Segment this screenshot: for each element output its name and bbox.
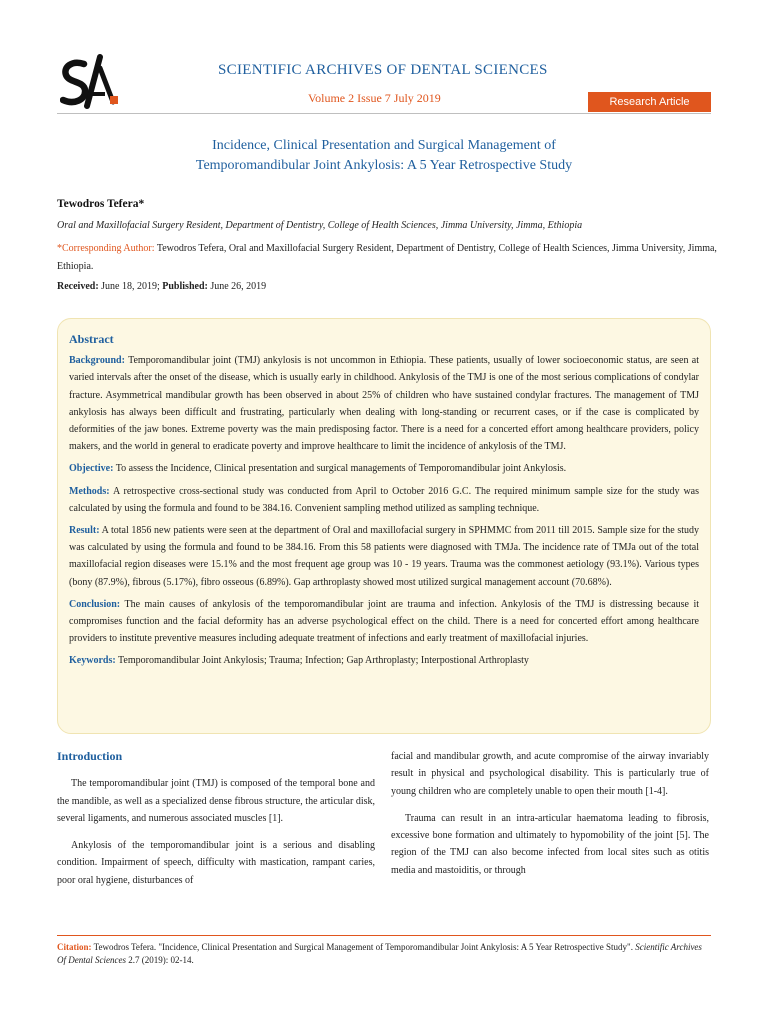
objective-text: To assess the Incidence, Clinical presentation and surgical managements of Temporomandibular joint Ankylosis. [113,463,567,475]
intro-paragraph-4: Trauma can result in an intra-articular haematoma leading to fibrosis, excessive bone formation and ultimately to hypomobility of the joint [5]. The region of the TMJ can also become infected from local sites such as otitis media and mastoiditis, or through [391,812,709,876]
published-label: Published: [162,281,208,292]
sad-logo-icon [60,54,120,110]
intro-paragraph-1: The temporomandibular joint (TMJ) is composed of the temporal bone and the mandible, as well as a specialized dense fibrous structure, the articular disk, several ligaments, and numerous associated muscles [1]. [57,778,375,824]
abstract-conclusion [69,596,699,648]
article-title [57,136,711,176]
intro-paragraph-2: Ankylosis of the temporomandibular joint is a serious and disabling condition. Impairment of speech, difficulty with mastication, rampant caries, poor oral hygiene, disturbances of [57,840,375,886]
abstract-heading: Abstract [69,332,114,346]
citation-text: Tewodros Tefera. "Incidence, Clinical Presentation and Surgical Management of Temporomandibular Joint Ankylosis: A 5 Year Retrospective Study". [91,942,636,952]
introduction-heading: Introduction [57,749,123,763]
abstract-box [57,318,711,734]
abstract-methods [69,483,699,517]
citation-details: 2.7 (2019): 02-14. [125,955,194,965]
received-label: Received: [57,281,99,292]
result-text: A total 1856 new patients were seen at the department of Oral and maxillofacial surgery in SPHMMC from 2011 till 2015. Sample size for the study was calculated by using the formula and found to be 384.16. From this 58 patients were diagnosed with TMJa. The incidence rate of TMJa out of the total maxillofacial region diseases were 15.1% and the most frequent age group was 10 - 19 years. Trauma was the commonest aetiology (93.1%). Various types (bony (87.9%), fibrous (5.17%), fibro osseous (6.89%). Gap arthroplasty showed most utilized surgical management account (70.68%). [69,525,699,588]
citation-label: Citation: [57,942,92,952]
title-line-2: Temporomandibular Joint Ankylosis: A 5 Year Retrospective Study [195,158,573,173]
abstract-result [69,522,699,591]
body-right-column [391,748,709,889]
background-label: Background: [69,355,125,367]
citation-journal: Scientific Archives Of Dental Sciences [57,942,702,965]
objective-label: Objective: [69,463,114,475]
intro-paragraph-3: facial and mandibular growth, and acute compromise of the airway invariably result in physical and psychological disability. This is particularly true of young children who are completely unable to open their mouth [1-4]. [391,751,709,797]
methods-text: A retrospective cross-sectional study was conducted from April to October 2016 G.C. The required minimum sample size for the study was calculated by using the formula and found to be 384.16. Convenient sampling method utilized as sampling technique. [69,485,699,514]
conclusion-text: The main causes of ankylosis of the temporomandibular joint are trauma and infection. Ankylosis of the TMJ is distressing because it compromises function and the facial deformity has an adverse psychological effect on the child. There is a need for concerted effort among healthcare providers to institute preventive measures including adequate treatment of infections and early treatment of maxillofacial injuries. [69,598,699,645]
author-affiliation: Oral and Maxillofacial Surgery Resident, Department of Dentistry, College of Health Sciences, Jimma University, Jimma, Ethiopia [57,220,583,231]
header-divider [57,113,711,114]
citation-divider [57,935,711,936]
abstract-objective [69,460,699,477]
result-label: Result: [69,525,100,537]
corresponding-author [57,240,717,276]
received-date: June 18, 2019; [98,281,163,292]
keywords-text: Temporomandibular Joint Ankylosis; Trauma; Infection; Gap Arthroplasty; Interpostional Arthroplasty [115,655,529,667]
abstract-keywords [69,652,699,669]
volume-issue: Volume 2 Issue 7 July 2019 [308,91,441,105]
journal-name: SCIENTIFIC ARCHIVES OF DENTAL SCIENCES [218,62,548,78]
background-text: Temporomandibular joint (TMJ) ankylosis is not uncommon in Ethiopia. These patients, usually of lower socioeconomic status, are seen at varied intervals after the onset of the disease, which is usually early in childhood. Ankylosis of the TMJ is one of the most serious complications of condylar fracture. Asymmetrical mandibular growth has been observed in about 25% of children who have sustained condylar fractures. The management of TMJ ankylosis has always been difficult and frustrating, particularly when dealing with long-standing or recurrent cases, or if the case is complicated by deformities of the jaw bones. Extreme poverty was the main predisposing factor. There is a need for a concerted effort among healthcare providers, policy makers, and the world in general to eradicate poverty and improve healthcare to limit the incidence of ankylosis of the TMJ. [69,355,699,453]
keywords-label: Keywords: [69,655,116,667]
title-line-1: Incidence, Clinical Presentation and Surgical Management of [212,138,556,153]
article-dates [57,281,266,292]
abstract-background [69,352,699,455]
author-name: Tewodros Tefera* [57,198,145,210]
body-left-column [57,748,375,899]
conclusion-label: Conclusion: [69,598,121,610]
corresponding-text: Tewodros Tefera, Oral and Maxillofacial Surgery Resident, Department of Dentistry, College of Health Sciences, Jimma University, Jimma, Ethiopia. [57,243,717,272]
citation [57,941,711,967]
article-type-badge: Research Article [588,92,711,112]
published-date: June 26, 2019 [207,281,267,292]
corresponding-label: *Corresponding Author: [57,243,155,254]
methods-label: Methods: [69,485,110,497]
